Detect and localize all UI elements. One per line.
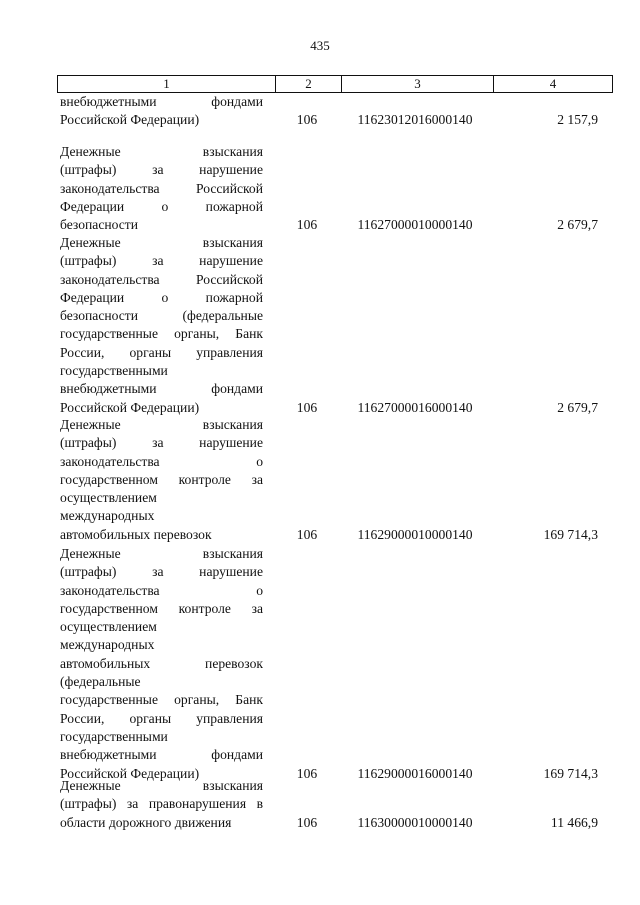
- column-header-4: 4: [494, 76, 613, 93]
- description-line: России, органы управления: [60, 344, 263, 360]
- row-budget-code: 11629000016000140: [357, 765, 473, 781]
- description-line: международных: [60, 637, 155, 653]
- description-line: России, органы управления: [60, 710, 263, 726]
- description-line: (федеральные: [60, 674, 141, 690]
- description-line: Денежные взыскания: [60, 546, 263, 561]
- description-line: (штрафы) за нарушение: [60, 564, 263, 580]
- row-amount: 2 679,7: [557, 217, 598, 233]
- row-amount: 11 466,9: [550, 814, 598, 830]
- description-line: государственные органы, Банк: [60, 692, 263, 708]
- description-line: Российской Федерации): [60, 399, 200, 415]
- description-line: Федерации о пожарной: [60, 289, 263, 305]
- column-header-2: 2: [276, 76, 342, 93]
- description-line: (штрафы) за нарушение: [60, 253, 263, 269]
- description-line: безопасности: [60, 217, 139, 233]
- description-line: Денежные взыскания: [60, 144, 263, 159]
- row-budget-code: 11630000010000140: [357, 814, 473, 830]
- column-header-3: 3: [342, 76, 494, 93]
- row-admin-code: 106: [296, 814, 318, 830]
- page-number: 435: [310, 38, 330, 53]
- row-admin-code: 106: [296, 112, 318, 128]
- description-line: (штрафы) за нарушение: [60, 162, 263, 178]
- row-budget-code: 11623012016000140: [357, 112, 473, 128]
- description-line: государственными: [60, 728, 168, 744]
- row-amount: 2 157,9: [557, 112, 598, 128]
- description-line: законодательства о: [60, 582, 263, 598]
- description-line: государственном контроле за: [60, 600, 263, 616]
- description-line: Денежные взыскания: [60, 778, 263, 793]
- row-admin-code: 106: [296, 765, 318, 781]
- description-line: (штрафы) за правонарушения в: [60, 796, 263, 812]
- description-line: законодательства Российской: [60, 271, 263, 287]
- description-line: области дорожного движения: [60, 814, 232, 830]
- description-line: автомобильных перевозок: [60, 526, 212, 542]
- description-line: государственные органы, Банк: [60, 326, 263, 342]
- description-line: международных: [60, 508, 155, 524]
- column-header-1: 1: [58, 76, 276, 93]
- row-description: [60, 416, 263, 544]
- description-line: законодательства Российской: [60, 180, 263, 196]
- row-description: [60, 93, 263, 130]
- description-line: Российской Федерации): [60, 112, 200, 128]
- description-line: Денежные взыскания: [60, 417, 263, 432]
- row-description: [60, 777, 263, 832]
- description-line: автомобильных перевозок: [60, 655, 263, 671]
- row-budget-code: 11627000016000140: [357, 399, 473, 415]
- description-line: государственном контроле за: [60, 471, 263, 487]
- row-budget-code: 11627000010000140: [357, 217, 473, 233]
- description-line: осуществлением: [60, 619, 157, 635]
- row-admin-code: 106: [296, 399, 318, 415]
- description-line: безопасности (федеральные: [60, 308, 263, 324]
- description-line: внебюджетными фондами: [60, 381, 263, 397]
- row-amount: 169 714,3: [543, 765, 598, 781]
- row-description: [60, 143, 263, 234]
- row-description: [60, 234, 263, 417]
- row-budget-code: 11629000010000140: [357, 526, 473, 542]
- description-line: осуществлением: [60, 490, 157, 506]
- description-line: внебюджетными фондами: [60, 747, 263, 763]
- row-admin-code: 106: [296, 526, 318, 542]
- column-header-row: [57, 75, 613, 93]
- row-amount: 169 714,3: [543, 526, 598, 542]
- description-line: Федерации о пожарной: [60, 198, 263, 214]
- description-line: законодательства о: [60, 453, 263, 469]
- row-amount: 2 679,7: [557, 399, 598, 415]
- row-description: [60, 545, 263, 783]
- description-line: государственными: [60, 363, 168, 379]
- row-admin-code: 106: [296, 217, 318, 233]
- description-line: Денежные взыскания: [60, 235, 263, 250]
- description-line: (штрафы) за нарушение: [60, 435, 263, 451]
- description-line: внебюджетными фондами: [60, 94, 263, 109]
- description-line: Российской Федерации): [60, 765, 200, 781]
